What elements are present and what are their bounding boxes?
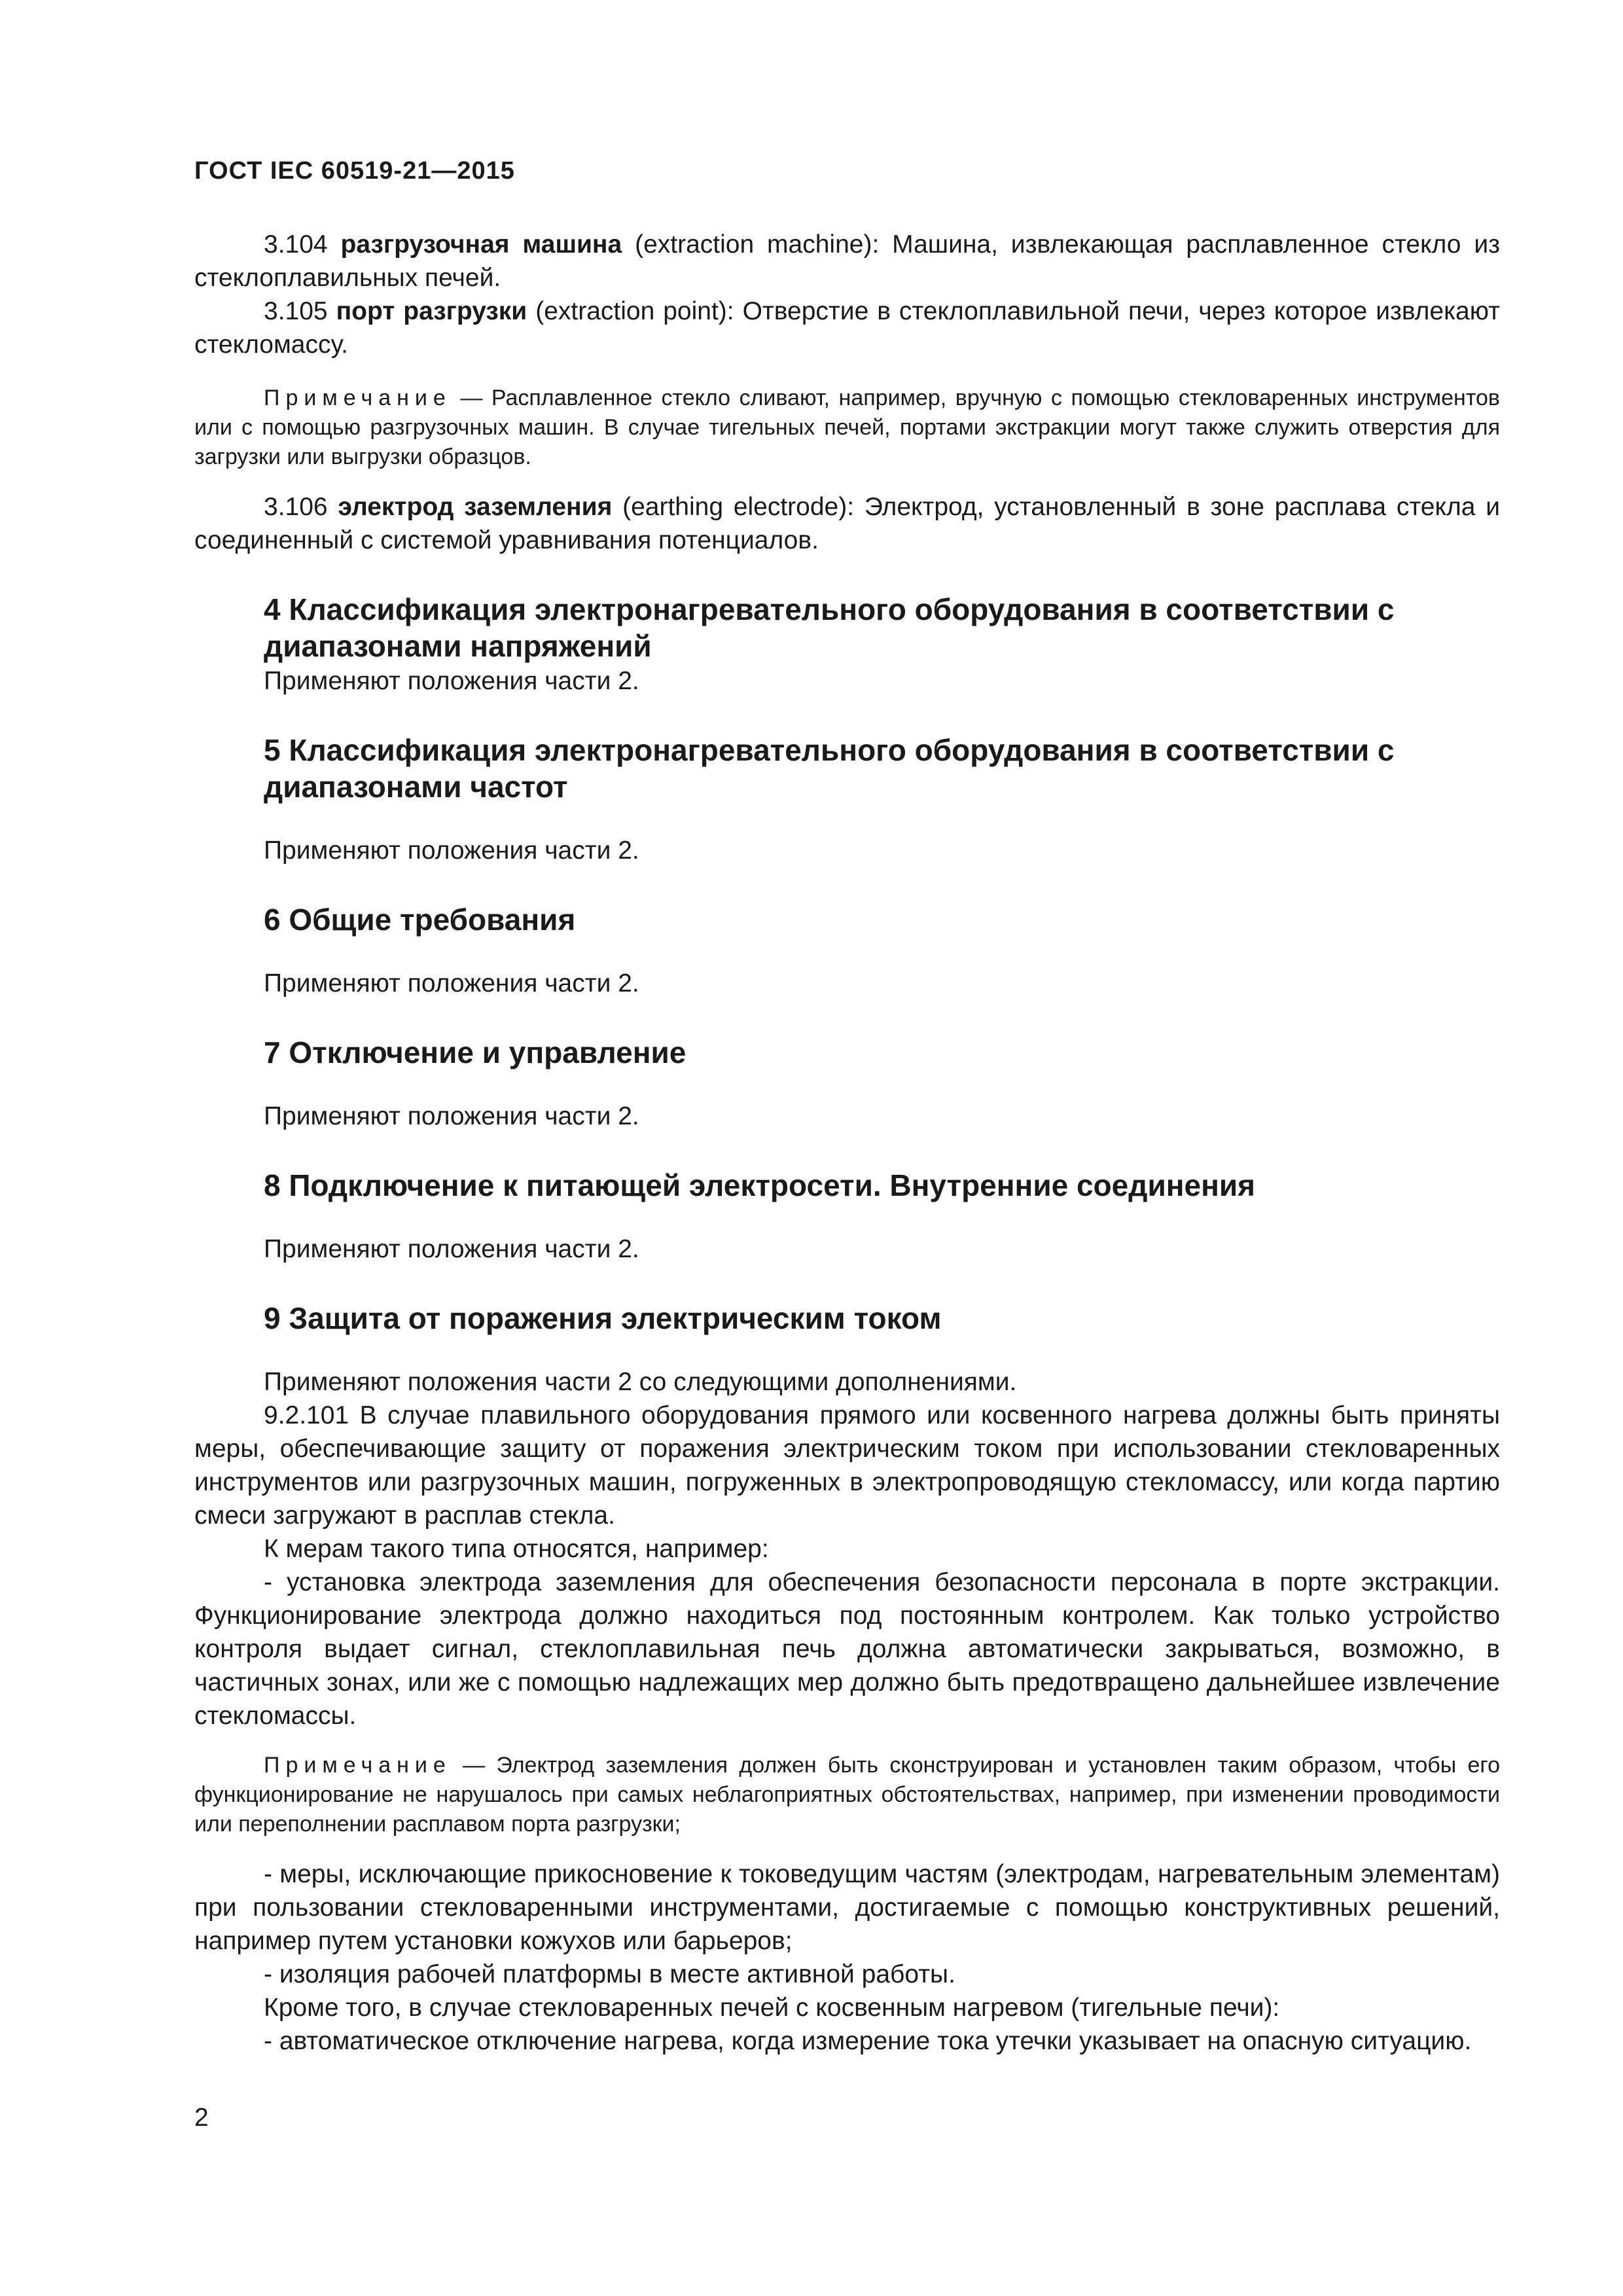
section-7-title: 7 Отключение и управление — [264, 1035, 687, 1069]
note-1 — [194, 384, 1500, 472]
definition-number: 3.104 — [264, 230, 328, 259]
definition-number: 3.106 — [264, 493, 328, 521]
measure-item-3: - изоляция рабочей платформы в месте активной работы. — [264, 1960, 955, 1988]
definition-term: разгрузочная машина — [340, 230, 622, 259]
definition-text: (extraction point): Отверстие в стеклоплавильной печи, через которое извлекают стекломассу. — [194, 297, 1500, 359]
section-8-body: Применяют положения части 2. — [264, 1235, 639, 1263]
document-body — [194, 228, 1500, 2058]
measures-intro: К мерам такого типа относятся, например: — [264, 1535, 769, 1563]
section-5-title: 5 Классификация электронагревательного оборудования в соответствии с диапазонами частот — [264, 733, 1395, 804]
note-text: — Расплавленное стекло сливают, например, вручную с помощью стекловаренных инструментов или с помощью разгрузочных машин. В случае тигельных печей, портами экстракции могут также служить отверстия для загрузки или выгрузки образцов. — [194, 386, 1500, 469]
note-label: Примечание — [264, 386, 452, 410]
definition-3-105 — [194, 295, 1500, 361]
definition-3-106 — [194, 490, 1500, 557]
section-5-body: Применяют положения части 2. — [264, 836, 639, 865]
definition-number: 3.105 — [264, 297, 328, 325]
section-4-body: Применяют положения части 2. — [264, 667, 639, 695]
section-9-intro: Применяют положения части 2 со следующими дополнениями. — [264, 1368, 1017, 1396]
section-9-title: 9 Защита от поражения электрическим током — [264, 1301, 942, 1335]
section-7-body: Применяют положения части 2. — [264, 1102, 639, 1130]
section-8-title: 8 Подключение к питающей электросети. Внутренние соединения — [264, 1168, 1255, 1202]
definition-3-104 — [194, 228, 1500, 295]
note-2 — [194, 1751, 1500, 1839]
measure-item-1: - установка электрода заземления для обеспечения безопасности персонала в порте экстракции. Функционирование электрода должно находиться под постоянным контролем. Как только устройство контроля выдает сигнал, стеклоплавильная печь должна автоматически закрываться, возможно, в частичных зонах, или же с помощью надлежащих мер должно быть предотвращено дальнейшее извлечение стекломассы. — [194, 1568, 1500, 1730]
definition-term: порт разгрузки — [336, 297, 527, 325]
definition-text: (earthing electrode): Электрод, установленный в зоне расплава стекла и соединенный с системой уравнивания потенциалов. — [194, 493, 1500, 554]
measure-item-4: - автоматическое отключение нагрева, когда измерение тока утечки указывает на опасную ситуацию. — [264, 2027, 1472, 2055]
note-text: — Электрод заземления должен быть сконструирован и установлен таким образом, чтобы его функционирование не нарушалось при самых неблагоприятных обстоятельствах, например, при изменении проводимости или переполнении расплавом порта разгрузки; — [194, 1753, 1500, 1837]
page-number: 2 — [194, 2104, 209, 2132]
additional-measures-intro: Кроме того, в случае стекловаренных печей с косвенным нагревом (тигельные печи): — [264, 1994, 1280, 2022]
definition-term: электрод заземления — [338, 493, 613, 521]
note-label: Примечание — [264, 1753, 452, 1778]
section-6-body: Применяют положения части 2. — [264, 969, 639, 997]
section-4-title: 4 Классификация электронагревательного оборудования в соответствии с диапазонами напряжений — [264, 592, 1395, 663]
definition-text: (extraction machine): Машина, извлекающая расплавленное стекло из стеклоплавильных печей. — [194, 230, 1501, 292]
document-header: ГОСТ IEC 60519-21—2015 — [194, 157, 515, 185]
section-6-title: 6 Общие требования — [264, 903, 576, 937]
clause-9-2-101: 9.2.101 В случае плавильного оборудования прямого или косвенного нагрева должны быть приняты меры, обеспечивающие защиту от поражения электрическим током при использовании стекловаренных инструментов или разгрузочных машин, погруженных в электропроводящую стекломассу, или когда партию смеси загружают в расплав стекла. — [194, 1401, 1500, 1530]
measure-item-2: - меры, исключающие прикосновение к токоведущим частям (электродам, нагревательным элементам) при пользовании стекловаренными инструментами, достигаемые с помощью конструктивных решений, например путем установки кожухов или барьеров; — [194, 1860, 1500, 1955]
